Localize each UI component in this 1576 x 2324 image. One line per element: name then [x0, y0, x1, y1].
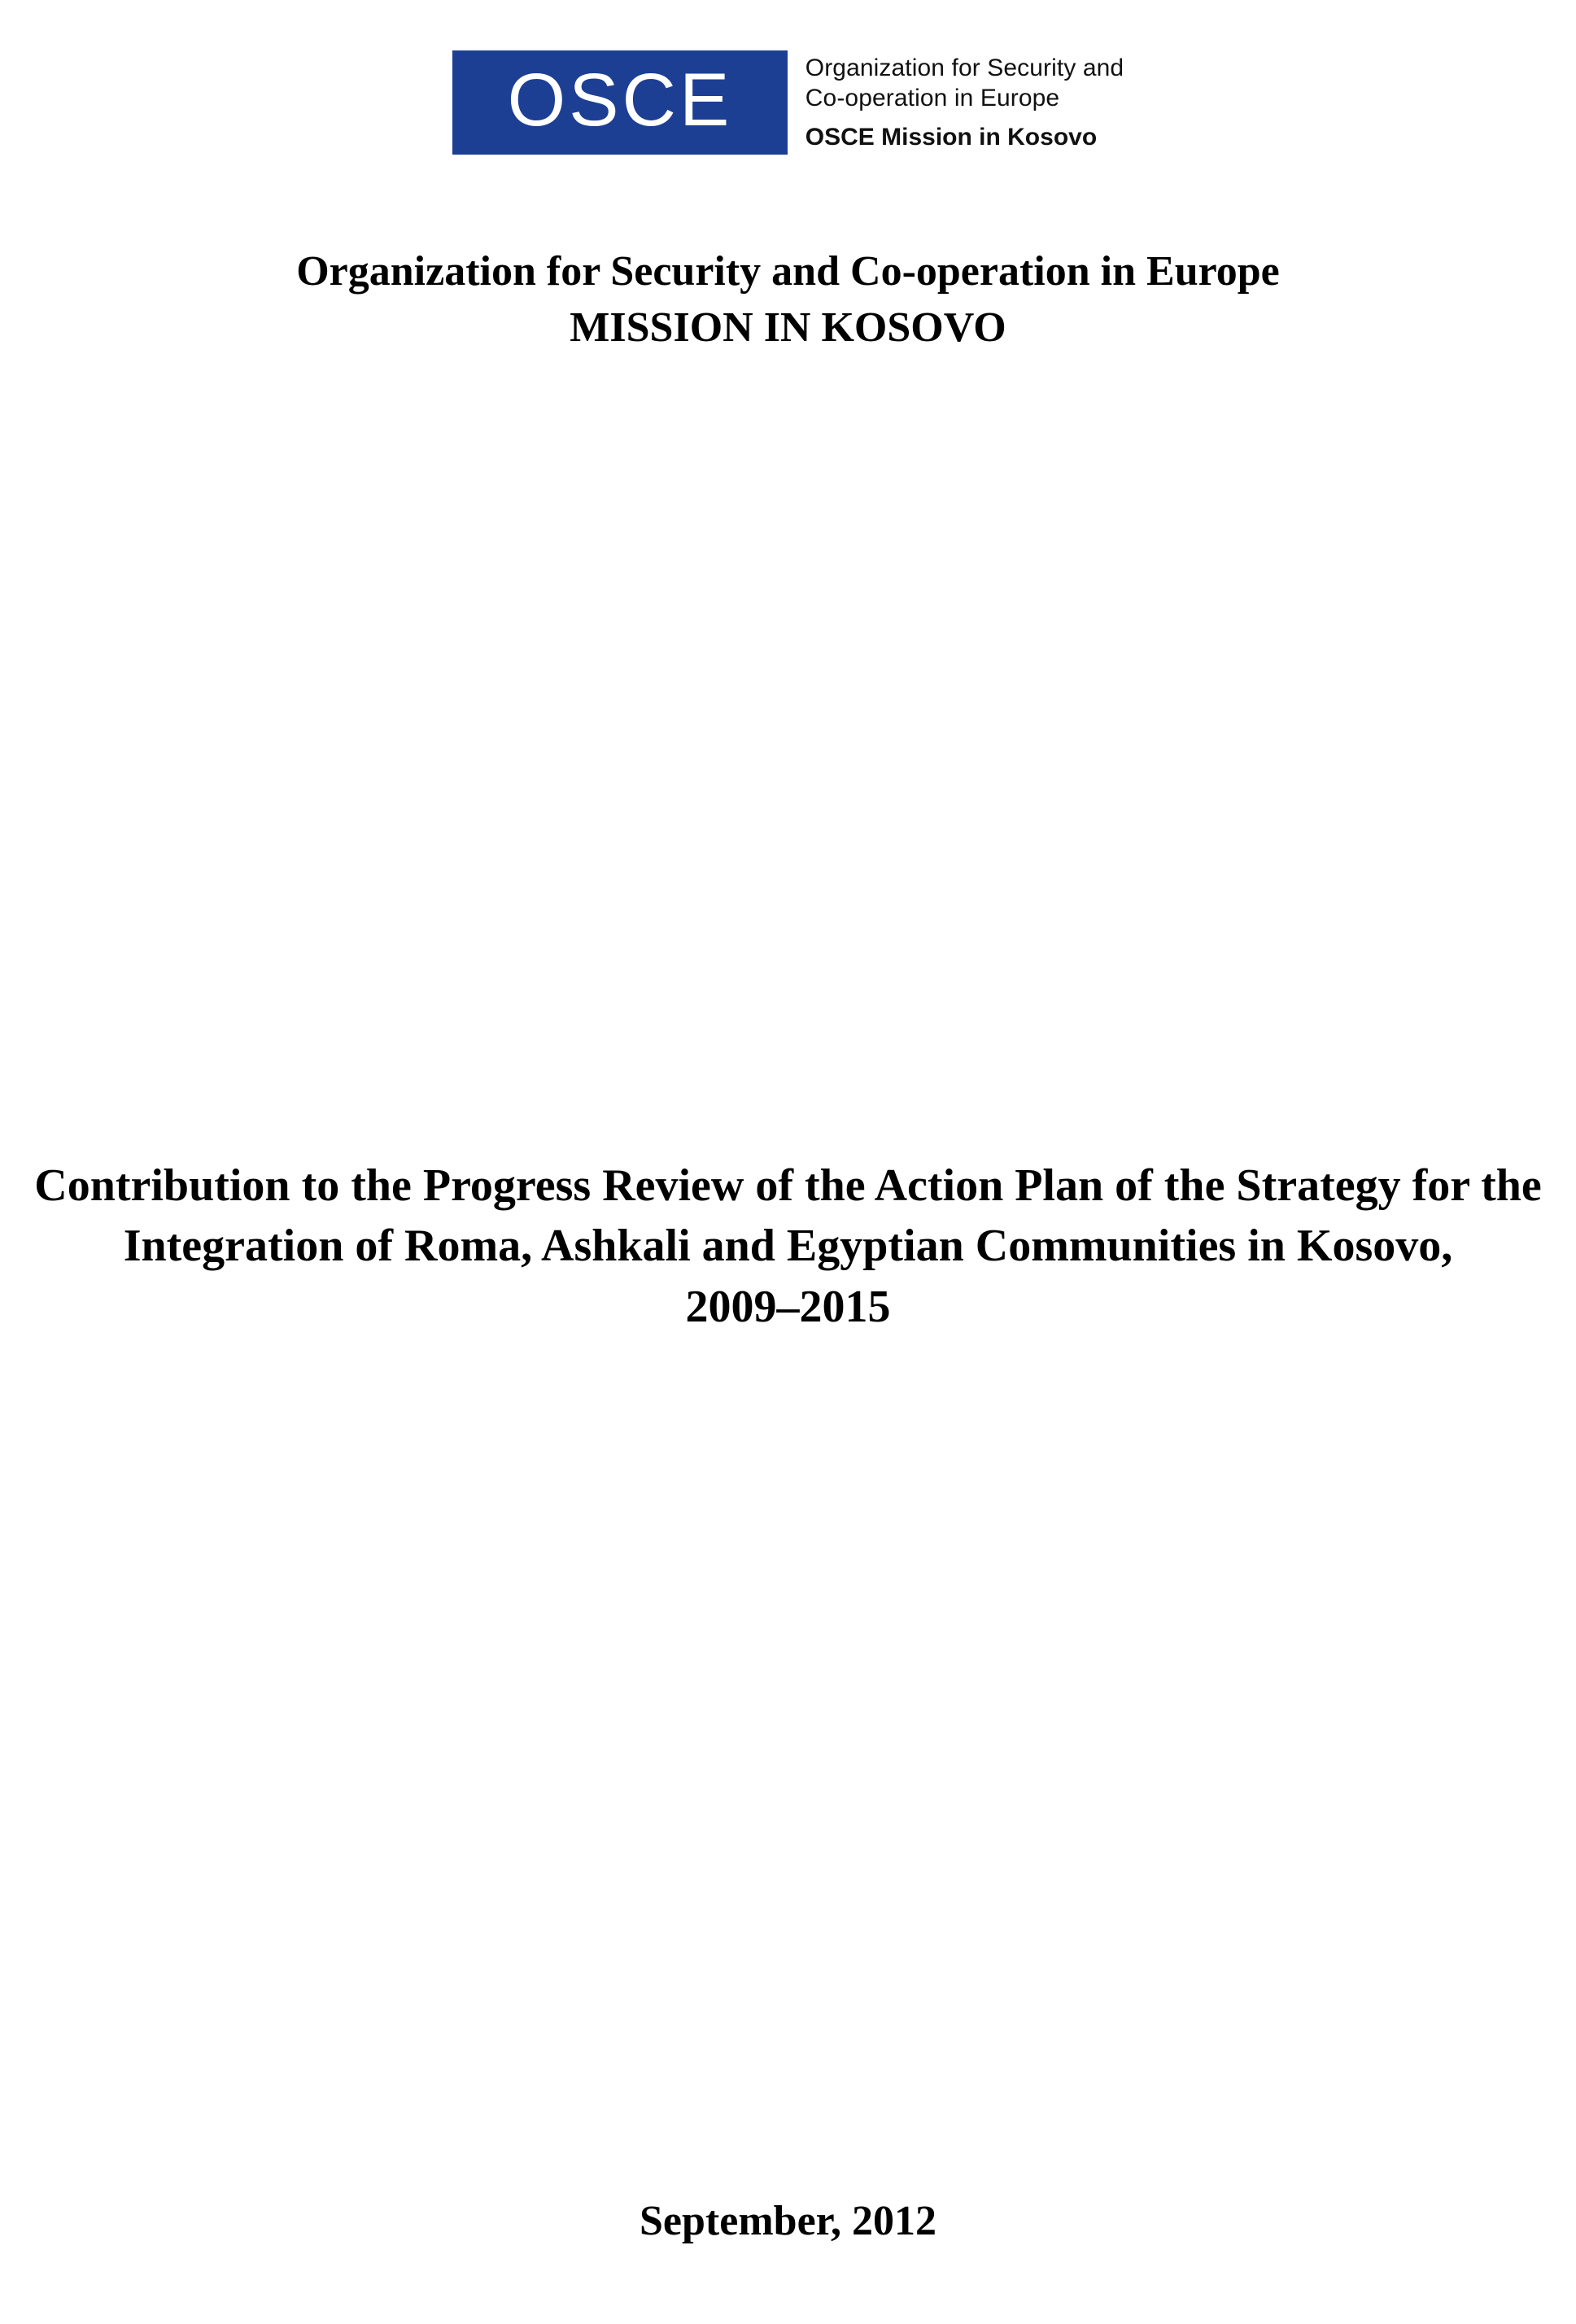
mission-name: MISSION IN KOSOVO [570, 304, 1006, 351]
logo-text-block [805, 50, 1124, 155]
logo-line-1: Organization for Security and [805, 55, 1124, 82]
osce-logo [0, 50, 1576, 155]
organization-name: Organization for Security and Co-operation in Europe [296, 248, 1280, 295]
osce-logo-icon [452, 50, 788, 155]
page-title [24, 1155, 1553, 1337]
organization-heading [0, 244, 1576, 356]
logo-inner [452, 50, 1124, 155]
logo-line-2: Co-operation in Europe [805, 85, 1060, 111]
svg-text:OSCE: OSCE [507, 60, 733, 142]
document-title-main: Contribution to the Progress Review of the Action Plan of the Strategy for the Integration of Roma, Ashkali and Egyptian Communities in Kosovo, [34, 1160, 1542, 1272]
logo-line-mission: OSCE Mission in Kosovo [805, 123, 1098, 151]
document-title-years: 2009–2015 [685, 1281, 891, 1332]
document-date: September, 2012 [640, 2198, 936, 2244]
